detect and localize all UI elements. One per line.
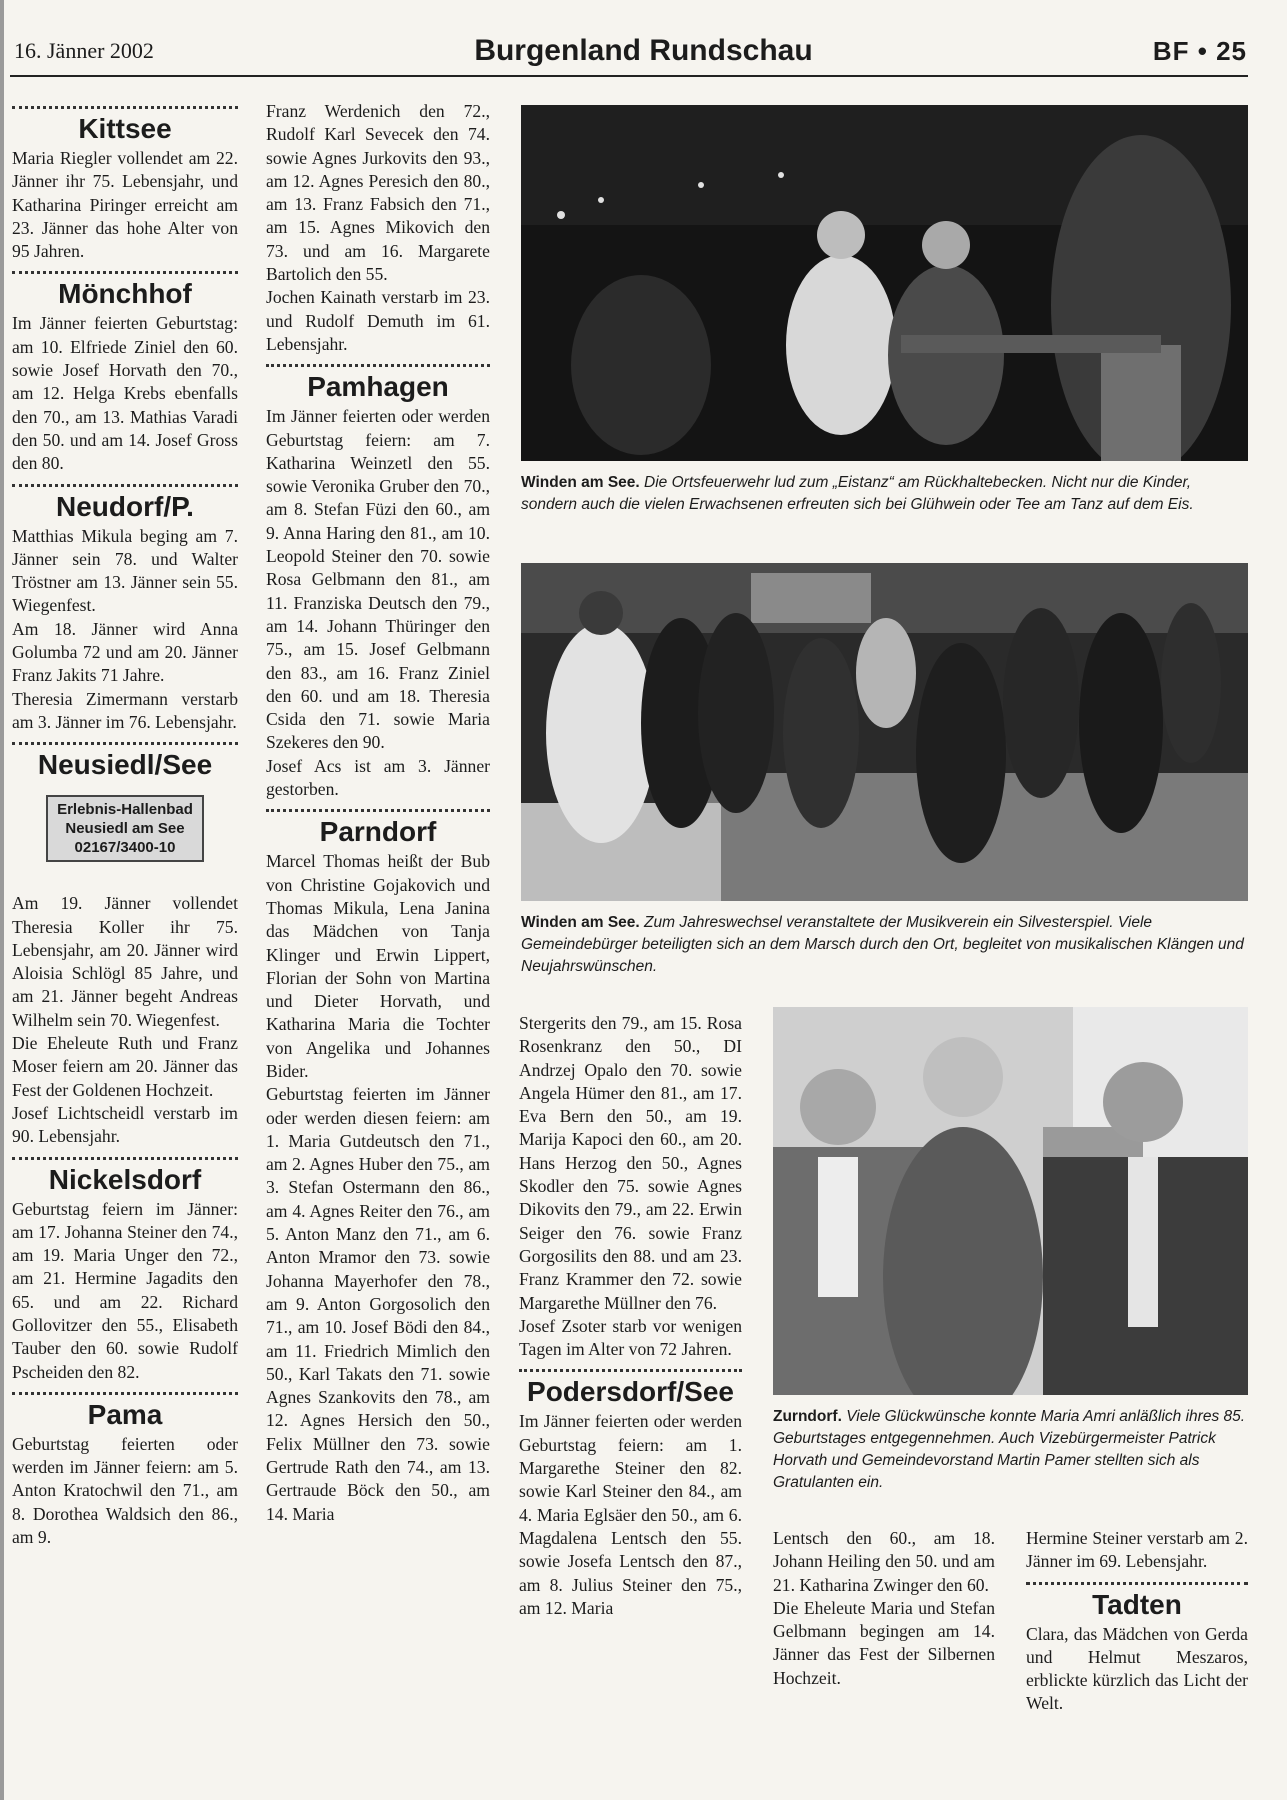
article-tadten: Clara, das Mädchen von Gerda und Helmut Meszaros, erblickte kürzlich das Licht der Welt. (1026, 1623, 1248, 1714)
photo-zurndorf-image (773, 1007, 1248, 1395)
section-divider (12, 742, 238, 745)
article-pamhagen-p2: Josef Acs ist am 3. Jänner gestorben. (266, 755, 490, 800)
article-neusiedl-p1: Am 19. Jänner vollendet Theresia Koller ihr 75. Lebensjahr, am 20. Jänner wird Aloisia Schlögl 85 Jahre, und am 21. Jänner begeht Andreas Wilhelm sein 70. Wiegenfest. (12, 893, 238, 1030)
section-title-tadten: Tadten (1092, 1588, 1182, 1620)
article-neudorf-p3: Theresia Zimermann verstarb am 3. Jänner im 76. Lebensjahr. (12, 688, 238, 732)
caption-eistanz (521, 472, 1248, 516)
section-divider (12, 1157, 238, 1160)
issue-date: 16. Jänner 2002 (14, 38, 154, 63)
photo-eistanz-image (521, 105, 1248, 461)
section-divider (519, 1369, 742, 1372)
section-title-nickelsdorf: Nickelsdorf (48, 1163, 202, 1195)
section-title-moenchhof: Mönchhof (58, 278, 192, 310)
caption-zurndorf (773, 1406, 1248, 1494)
article-moenchhof: Im Jänner feierten Geburtstag: am 10. Elfriede Ziniel den 60. sowie Josef Horvath den 70., am 12. Helga Krebs ebenfalls den 70., am 13. Mathias Varadi den 50. und am 14. Josef Gross den 80. (12, 313, 238, 474)
photo-silvesterspiel (521, 563, 1248, 901)
section-title-pama: Pama (87, 1398, 163, 1430)
article-neudorf-p2: Am 18. Jänner wird Anna Golumba 72 und am 20. Jänner Franz Jakits 71 Jahre. (12, 618, 238, 686)
section-title-parndorf: Parndorf (319, 816, 437, 848)
section-divider (266, 809, 490, 812)
caption-place: Winden am See. (521, 914, 640, 931)
article-podersdorf-cont-p1: Lentsch den 60., am 18. Johann Heiling den 50. und am 21. Katharina Zwinger den 60. (773, 1528, 995, 1595)
article-parndorf-cont-p2: Josef Zsoter starb vor wenigen Tagen im Alter von 72 Jahren. (519, 1315, 742, 1360)
section-divider (12, 484, 238, 487)
column-3 (519, 1012, 742, 1620)
photo-silvesterspiel-image (521, 563, 1248, 901)
section-title-neusiedl: Neusiedl/See (37, 749, 213, 781)
article-podersdorf: Im Jänner feierten oder werden Geburtstag feiern: am 1. Margarethe Steiner den 82. sowie Karl Steiner den 84., am 4. Maria Eglsäer den 50., am 6. Magdalena Lentsch den 55. sowie Josefa Lentsch den 87., am 8. Julius Steiner den 75., am 12. Maria (519, 1411, 742, 1618)
caption-silvesterspiel (521, 912, 1248, 978)
section-title-podersdorf: Podersdorf/See (527, 1376, 734, 1408)
article-pama-cont-p1: Franz Werdenich den 72., Rudolf Karl Sevecek den 74. sowie Agnes Jurkovits den 93., am 12. Agnes Peresich den 80., am 13. Franz Fabsich den 71., am 15. Agnes Mikovich den 73. und am 16. Margarete Bartolich den 55. (266, 101, 490, 285)
section-title-neudorf: Neudorf/P. (56, 490, 194, 522)
article-nickelsdorf: Geburtstag feiern im Jänner: am 17. Johanna Steiner den 74., am 19. Maria Unger den 72., am 21. Hermine Jagadits den 65. und am 22. Richard Gollovitzer den 55., Elisabeth Tauber den 60. sowie Rudolf Pscheiden den 82. (12, 1198, 238, 1382)
column-2 (266, 100, 490, 1526)
column-1 (12, 98, 238, 1549)
column-4 (773, 1527, 995, 1690)
newspaper-title: Burgenland Rundschau (474, 34, 813, 67)
section-divider (12, 271, 238, 274)
section-divider (12, 1392, 238, 1395)
section-title-kittsee: Kittsee (78, 113, 172, 144)
caption-place: Zurndorf. (773, 1408, 842, 1425)
column-5 (1026, 1527, 1248, 1716)
photo-eistanz (521, 105, 1248, 461)
header-rule (10, 75, 1248, 77)
article-pama-cont-p2: Jochen Kainath verstarb im 23. und Rudolf Demuth im 61. Lebensjahr. (266, 287, 490, 354)
article-kittsee: Maria Riegler vollendet am 22. Jänner ihr 75. Lebensjahr, und Katharina Piringer erreicht am 23. Jänner das hohe Alter von 95 Jahren. (12, 148, 238, 262)
page-number: BF • 25 (1152, 36, 1247, 66)
ad-line: Neusiedl am See (65, 820, 185, 838)
caption-place: Winden am See. (521, 474, 640, 491)
article-neusiedl-p2: Die Eheleute Ruth und Franz Moser feiern am 20. Jänner das Fest der Goldenen Hochzeit. (12, 1033, 238, 1100)
article-parndorf-p2: Geburtstag feierten im Jänner oder werden diesen feiern: am 1. Maria Gutdeutsch den 71., am 2. Agnes Huber den 75., am 3. Stefan Ostermann den 86., am 4. Agnes Reiter den 76., am 5. Anton Manz den 71., am 6. Anton Mramor den 73. sowie Johanna Mayerhofer den 78., am 9. Anton Gorgosolich den 71., am 10. Josef Bödi den 84., am 11. Friedrich Mimlich den 50., Karl Takats den 71. sowie Agnes Szankovits den 78., am 12. Agnes Hersich den 50., Felix Müllner den 73. sowie Gertrude Rath den 74., am 13. Gertraude Böck den 50., am 14. Maria (266, 1084, 490, 1524)
photo-zurndorf (773, 1007, 1248, 1395)
article-pama: Geburtstag feierten oder werden im Jänner feiern: am 5. Anton Kratochwil den 71., am 8. Dorothea Waldsich den 86., am 9. (12, 1433, 238, 1548)
section-divider (12, 106, 238, 109)
section-title-pamhagen: Pamhagen (307, 371, 449, 403)
article-neudorf-p1: Matthias Mikula beging am 7. Jänner sein 78. und Walter Tröstner am 13. Jänner sein 55. Wiegenfest. (12, 525, 238, 616)
article-podersdorf-cont-p3: Hermine Steiner verstarb am 2. Jänner im 69. Lebensjahr. (1026, 1528, 1248, 1572)
article-podersdorf-cont-p2: Die Eheleute Maria und Stefan Gelbmann begingen am 14. Jänner das Fest der Silbernen Hochzeit. (773, 1597, 995, 1688)
ad-hallenbad (46, 795, 204, 862)
ad-line: Erlebnis-Hallenbad (57, 801, 193, 819)
caption-text: Die Ortsfeuerwehr lud zum „Eistanz“ am Rückhaltebecken. Nicht nur die Kinder, sondern auch die vielen Erwachsenen erfreuten sich bei Glühwein oder Tee am Tanz auf dem Eis. (521, 474, 1194, 513)
article-parndorf-p1: Marcel Thomas heißt der Bub von Christine Gojakovich und Thomas Mikula, Lena Janina das Mädchen von Tanja Klinger und Erwin Lippert, Florian der Sohn von Martina und Dieter Horvath, und Katharina Maria die Tochter von Angelika und Johannes Bider. (266, 851, 490, 1081)
ad-phone: 02167/3400-10 (74, 839, 176, 857)
page-edge (0, 0, 4, 1800)
section-divider (266, 364, 490, 367)
caption-text: Zum Jahreswechsel veranstaltete der Musikverein ein Silvesterspiel. Viele Gemeindebürger beteiligten sich an dem Marsch durch den Ort, begleitet von musikalischen Klängen und Neujahrswünschen. (521, 914, 1244, 975)
article-neusiedl-p3: Josef Lichtscheidl verstarb im 90. Lebensjahr. (12, 1102, 238, 1147)
section-divider (1026, 1582, 1248, 1585)
caption-text: Viele Glückwünsche konnte Maria Amri anläßlich ihres 85. Geburtstages entgegennehmen. Auch Vizebürgermeister Patrick Horvath und Gemeindevorstand Martin Pamer stellten sich als Gratulanten ein. (773, 1408, 1246, 1491)
article-parndorf-cont-p1: Stergerits den 79., am 15. Rosa Rosenkranz den 50., DI Andrzej Opalo den 70. sowie Angela Hümer den 81., am 17. Eva Bern den 50., am 19. Marija Kapoci den 60., am 20. Hans Herzog den 50., Agnes Skodler den 75. sowie Agnes Dikovits den 79., am 22. Erwin Seiger den 76. sowie Franz Gorgosilits den 88. und am 23. Franz Krammer den 72. sowie Margarethe Müllner den 76. (519, 1013, 742, 1313)
article-pamhagen-p1: Im Jänner feierten oder werden Geburtstag feiern: am 7. Katharina Weinzetl den 55. sowie Veronika Gruber den 70., am 8. Stefan Füzi den 60., am 9. Anna Haring den 81., am 10. Leopold Steiner den 70. sowie Rosa Gelbmann den 81., am 11. Franziska Deutsch den 79., am 14. Johann Thüringer den 75., am 15. Josef Gelbmann den 83., am 16. Franz Ziniel den 60. und am 18. Theresia Csida den 71. sowie Maria Szekeres den 90. (266, 406, 490, 753)
